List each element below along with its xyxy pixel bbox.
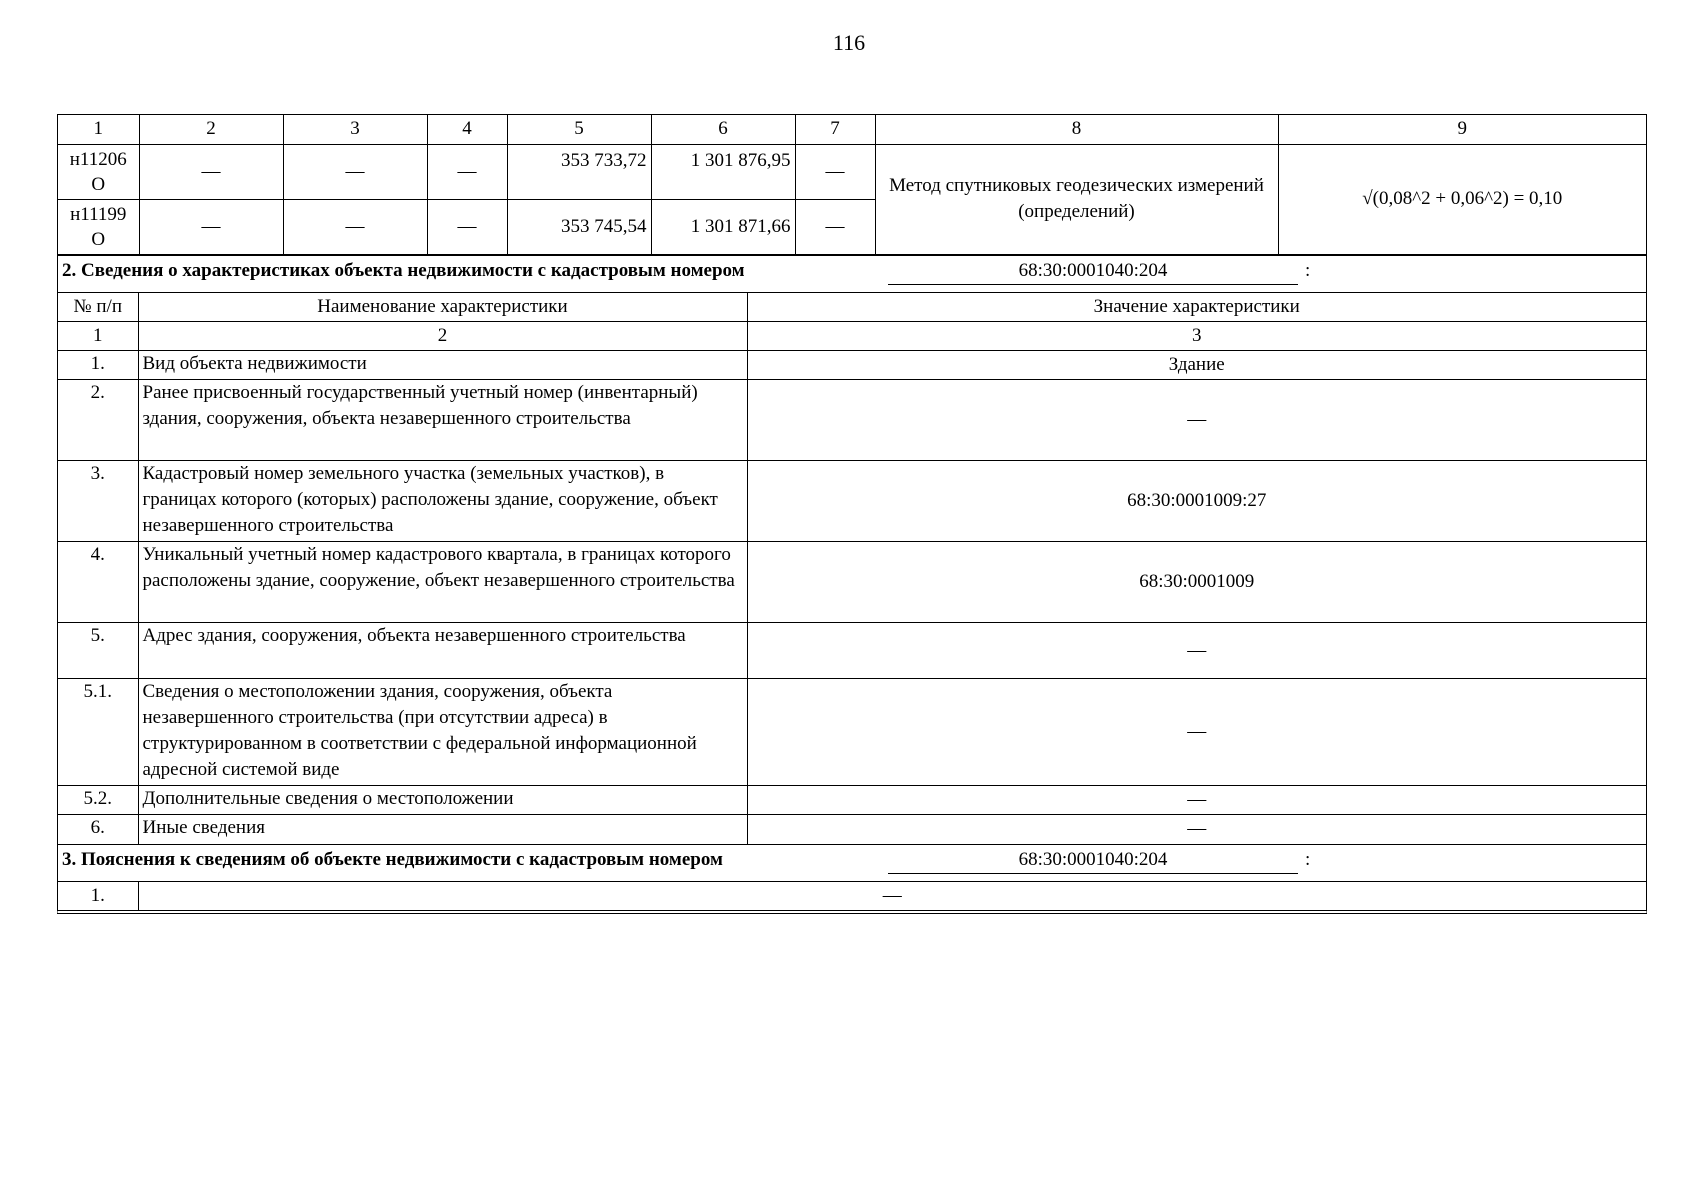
page-number: 116	[832, 30, 866, 55]
col-header-4: 4	[427, 115, 507, 144]
row-num: 1.	[58, 882, 138, 910]
col-header-6: 6	[651, 115, 795, 144]
characteristics-header-row	[58, 293, 1646, 322]
cell-dash: —	[795, 144, 875, 199]
cell-dash: —	[795, 199, 875, 254]
section-2-heading	[58, 255, 1646, 293]
cell-dash: —	[427, 144, 507, 199]
table-row	[58, 786, 1646, 815]
index-value: 3	[747, 322, 1646, 351]
row-num: 4.	[58, 542, 138, 623]
table-row	[58, 461, 1646, 542]
row-name: Кадастровый номер земельного участка (земельных участков), в границах которого (которых) расположены здание, сооружение, объект незавершенного строительства	[138, 461, 747, 542]
row-value: —	[747, 815, 1646, 844]
section-2-title: 2. Сведения о характеристиках объекта недвижимости с кадастровым номером	[62, 259, 745, 281]
col-header-7: 7	[795, 115, 875, 144]
characteristics-table	[58, 293, 1646, 844]
row-value: —	[747, 679, 1646, 786]
row-num: 5.2.	[58, 786, 138, 815]
row-name: Сведения о местоположении здания, сооружения, объекта незавершенного строительства (при отсутствии адреса) в структурированном в соответствии с федеральной информационной адресной системой виде	[138, 679, 747, 786]
row-num: 5.	[58, 623, 138, 679]
cell-dash: —	[283, 199, 427, 254]
method-cell: Метод спутниковых геодезических измерений (определений)	[875, 144, 1278, 254]
row-value: 68:30:0001009	[747, 542, 1646, 623]
row-value: —	[747, 623, 1646, 679]
coord-y: 1 301 876,95	[651, 144, 795, 199]
row-num: 3.	[58, 461, 138, 542]
explanations-table	[58, 882, 1646, 910]
table-row	[58, 623, 1646, 679]
point-name: н11199 О	[58, 199, 139, 254]
index-num: 1	[58, 322, 138, 351]
col-header-3: 3	[283, 115, 427, 144]
index-name: 2	[138, 322, 747, 351]
col-header-8: 8	[875, 115, 1278, 144]
col-header-5: 5	[507, 115, 651, 144]
row-num: 1.	[58, 351, 138, 380]
row-name: Адрес здания, сооружения, объекта незавершенного строительства	[138, 623, 747, 679]
cell-dash: —	[139, 199, 283, 254]
coordinates-header-row	[58, 115, 1646, 144]
header-value: Значение характеристики	[747, 293, 1646, 322]
table-row	[58, 882, 1646, 910]
section-2-cadastral-number: 68:30:0001040:204	[888, 258, 1298, 285]
table-row	[58, 815, 1646, 844]
table-row	[58, 542, 1646, 623]
row-name: Ранее присвоенный государственный учетный номер (инвентарный) здания, сооружения, объекта незавершенного строительства	[138, 380, 747, 461]
cell-dash: —	[283, 144, 427, 199]
document-frame	[57, 114, 1647, 914]
row-value: —	[747, 786, 1646, 815]
row-num: 5.1.	[58, 679, 138, 786]
table-row	[58, 144, 1646, 199]
coord-x: 353 745,54	[507, 199, 651, 254]
header-name: Наименование характеристики	[138, 293, 747, 322]
row-name: Иные сведения	[138, 815, 747, 844]
col-header-2: 2	[139, 115, 283, 144]
coord-x: 353 733,72	[507, 144, 651, 199]
section-3-heading	[58, 844, 1646, 882]
section-3-colon: :	[1305, 848, 1311, 870]
characteristics-index-row	[58, 322, 1646, 351]
row-name: Вид объекта недвижимости	[138, 351, 747, 380]
coord-y: 1 301 871,66	[651, 199, 795, 254]
row-value: 68:30:0001009:27	[747, 461, 1646, 542]
col-header-1: 1	[58, 115, 139, 144]
row-num: 6.	[58, 815, 138, 844]
header-num: № п/п	[58, 293, 138, 322]
row-value: —	[138, 882, 1646, 910]
col-header-9: 9	[1278, 115, 1646, 144]
cell-dash: —	[427, 199, 507, 254]
accuracy-formula: √(0,08^2 + 0,06^2) = 0,10	[1278, 144, 1646, 254]
row-value: —	[747, 380, 1646, 461]
row-name: Уникальный учетный номер кадастрового квартала, в границах которого расположены здание, сооружение, объект незавершенного строительства	[138, 542, 747, 623]
row-name: Дополнительные сведения о местоположении	[138, 786, 747, 815]
table-row	[58, 351, 1646, 380]
cell-dash: —	[139, 144, 283, 199]
table-row	[58, 679, 1646, 786]
row-value: Здание	[747, 351, 1646, 380]
row-num: 2.	[58, 380, 138, 461]
table-row	[58, 380, 1646, 461]
section-3-cadastral-number: 68:30:0001040:204	[888, 847, 1298, 874]
point-name: н11206 О	[58, 144, 139, 199]
section-3-title: 3. Пояснения к сведениям об объекте недвижимости с кадастровым номером	[62, 848, 723, 870]
section-2-colon: :	[1305, 259, 1311, 281]
coordinates-table	[58, 115, 1646, 255]
